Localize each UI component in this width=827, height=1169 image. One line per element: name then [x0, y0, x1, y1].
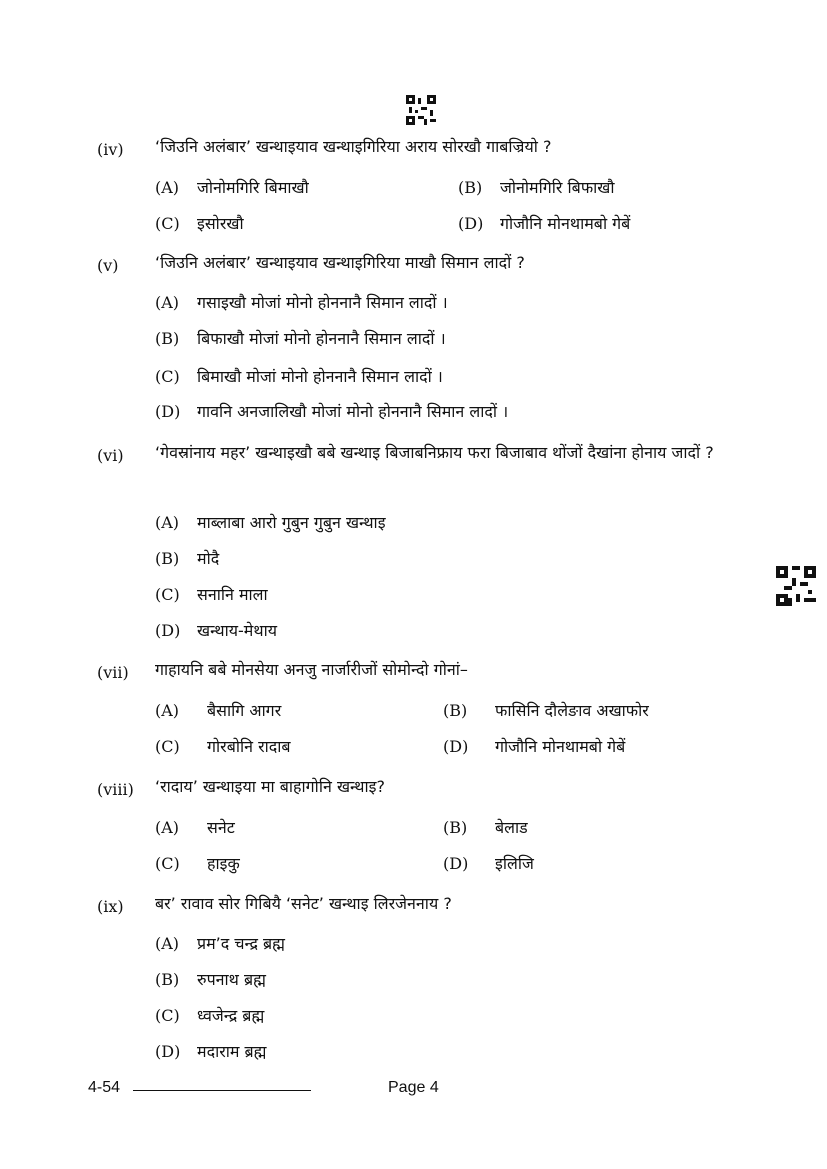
question-text: ‘रादाय’ खन्थाइया मा बाहागोनि खन्थाइ?: [155, 777, 386, 796]
question-number: (vii): [97, 663, 129, 682]
option-label: (C): [155, 1006, 180, 1025]
option-b: [443, 699, 649, 721]
option-b: [443, 816, 528, 838]
option-text: जोनोमगिरि बिफाखौ: [500, 178, 615, 197]
option-b: [155, 968, 266, 990]
option-text: गसाइखौ मोजां मोनो होननानै सिमान लादों ।: [197, 293, 448, 312]
option-c: [155, 212, 244, 234]
option-label: (A): [155, 293, 180, 312]
option-a: [155, 511, 386, 533]
option-label: (C): [155, 585, 180, 604]
question-number: (viii): [97, 780, 134, 799]
option-label: (B): [443, 701, 468, 720]
question-text: बर’ रावाव सोर गिबियै ‘सनेट’ खन्थाइ लिरजेननाय ?: [155, 894, 452, 913]
option-text: मदाराम ब्रह्म: [197, 1042, 267, 1061]
option-text: फासिनि दौलेङाव अखाफोर: [495, 701, 649, 720]
option-label: (A): [155, 934, 180, 953]
option-label: (C): [155, 854, 180, 873]
option-label: (A): [155, 178, 180, 197]
question-text: गाहायनि बबे मोनसेया अनजु नार्जारीजों सोमोन्दो गोनां–: [155, 660, 468, 679]
option-text: गावनि अनजालिखौ मोजां मोनो होननानै सिमान लादों ।: [197, 402, 509, 421]
option-text: ध्वजेन्द्र ब्रह्म: [197, 1006, 265, 1025]
option-text: हाइकु: [207, 854, 240, 873]
option-label: (D): [155, 1042, 181, 1061]
option-b: [155, 327, 446, 349]
option-text: बिफाखौ मोजां मोनो होननानै सिमान लादों ।: [197, 329, 446, 348]
question-text: ‘जिउनि अलंबार’ खन्थाइयाव खन्थाइगिरिया माखौ सिमान लादों ?: [155, 253, 525, 272]
question-number: (ix): [97, 897, 124, 916]
option-a: [155, 932, 285, 954]
option-label: (B): [155, 549, 180, 568]
qr-code-side: [776, 566, 816, 606]
option-label: (D): [155, 621, 181, 640]
option-b: [155, 547, 219, 569]
option-label: (C): [155, 214, 180, 233]
option-d: [155, 619, 277, 641]
option-text: बैसागि आगर: [207, 701, 282, 720]
option-text: बेलाड: [495, 818, 528, 837]
question-number: (v): [97, 256, 119, 275]
option-label: (C): [155, 737, 180, 756]
option-a: [155, 176, 309, 198]
option-d: [155, 1040, 267, 1062]
option-a: [155, 291, 448, 313]
footer-divider: [133, 1090, 311, 1091]
option-d: [443, 735, 625, 757]
option-d: [443, 852, 534, 874]
option-label: (B): [458, 178, 483, 197]
option-c: [155, 583, 268, 605]
option-text: इसोरखौ: [197, 214, 244, 233]
option-label: (D): [443, 854, 469, 873]
option-text: गोजौनि मोनथामबो गेबें: [495, 737, 626, 756]
option-text: इलिजि: [495, 854, 534, 873]
option-text: जोनोमगिरि बिमाखौ: [197, 178, 309, 197]
option-a: [155, 816, 235, 838]
option-text: प्रम’द चन्द्र ब्रह्म: [197, 934, 285, 953]
option-text: माब्लाबा आरो गुबुन गुबुन खन्थाइ: [197, 513, 386, 532]
option-label: (D): [443, 737, 469, 756]
option-text: बिमाखौ मोजां मोनो होननानै सिमान लादों ।: [197, 367, 443, 386]
option-label: (D): [155, 402, 181, 421]
paper-code: 4-54: [88, 1079, 121, 1096]
option-c: [155, 365, 443, 387]
option-label: (A): [155, 513, 180, 532]
option-a: [155, 699, 281, 721]
option-text: मोदै: [197, 549, 220, 568]
option-label: (D): [458, 214, 484, 233]
option-c: [155, 852, 240, 874]
option-label: (B): [155, 329, 180, 348]
option-label: (A): [155, 701, 180, 720]
option-d: [458, 212, 630, 234]
page-number: Page 4: [388, 1079, 439, 1096]
option-label: (B): [443, 818, 468, 837]
option-text: खन्थाय-मेथाय: [197, 621, 277, 640]
question-number: (iv): [97, 140, 124, 159]
option-c: [155, 735, 291, 757]
option-text: गोजौनि मोनथामबो गेबें: [500, 214, 631, 233]
qr-code-top: [406, 95, 436, 125]
option-label: (C): [155, 367, 180, 386]
option-c: [155, 1004, 264, 1026]
option-text: सनेट: [207, 818, 235, 837]
question-text: ‘गेवस्रांनाय महर’ खन्थाइखौ बबे खन्थाइ बिजाबनिफ्राय फरा बिजाबाव थोंजों दैखांना होनाय जादों ?: [155, 443, 714, 462]
option-text: गोरबोनि रादाब: [207, 737, 291, 756]
option-b: [458, 176, 615, 198]
question-number: (vi): [97, 446, 124, 465]
option-text: रुपनाथ ब्रह्म: [197, 970, 266, 989]
question-text: ‘जिउनि अलंबार’ खन्थाइयाव खन्थाइगिरिया अराय सोरखौ गाबज्रियो ?: [155, 137, 552, 156]
option-d: [155, 400, 508, 422]
option-label: (B): [155, 970, 180, 989]
option-label: (A): [155, 818, 180, 837]
option-text: सनानि माला: [197, 585, 268, 604]
